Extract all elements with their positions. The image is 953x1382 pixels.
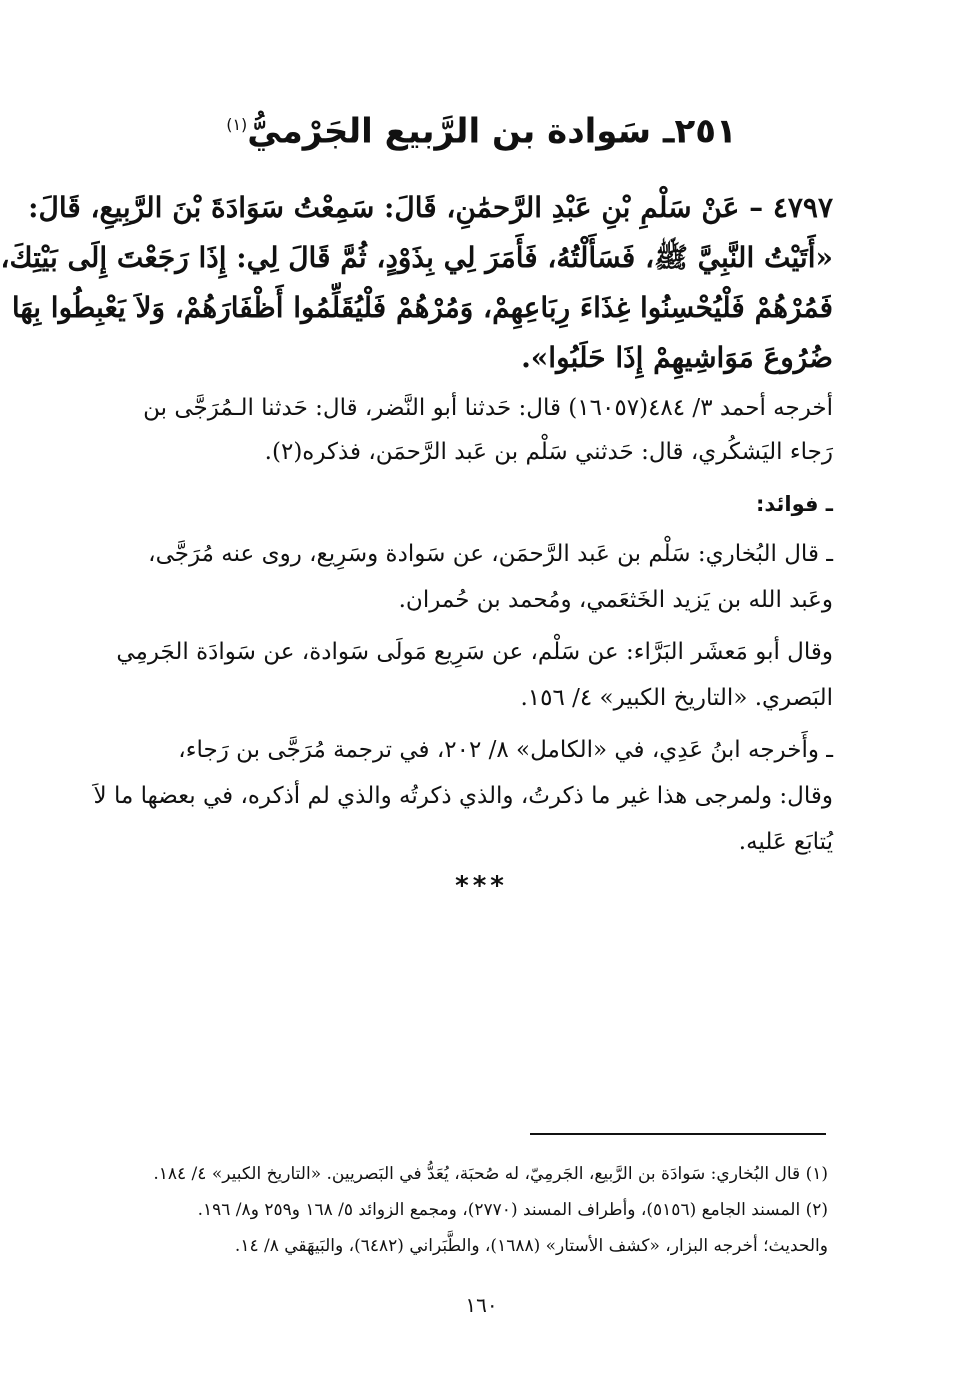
fawaid-line: البَصري. «التاريخ الكبير» ٤/ ١٥٦. xyxy=(520,685,833,711)
fawaid-line: يُتابَع عَليه. xyxy=(738,829,833,855)
footnote-line: (١) قال البُخاري: سَوادَة بن الرَّبيع، الجَرمِيّ، له صُحبَة، يُعَدُّ في البَصريين. «التاريخ الكبير» ٤/ ١٨٤. xyxy=(153,1164,828,1184)
fawaid-line: ـ وأَخرجه ابنُ عَدِي، في «الكامل» ٨/ ٢٠٢، في ترجمة مُرَجَّى بن رَجاء، xyxy=(178,737,833,763)
page-number: ١٦٠ xyxy=(465,1293,498,1317)
takhrij-line: رَجاء اليَشكُري، قال: حَدثني سَلْم بن عَبد الرَّحمَن، فذكره(٢). xyxy=(264,439,833,465)
fawaid-line: وقال أبو مَعشَر البَرَّاء: عن سَلْم، عن سَرِيع مَولَى سَوادة، عن سَوادَة الجَرمِي xyxy=(116,639,833,665)
footnote-line: والحديث؛ أخرجه البزار، «كشف الأستار» (١٦٨٨)، والطَّبَراني (٦٤٨٢)، والبَيهَقي ٨/ ١٤. xyxy=(234,1236,828,1256)
fawaid-line: وعَبد الله بن يَزيد الخَثعَمي، ومُحمد بن حُمران. xyxy=(398,587,833,613)
hadith-line: ضُرُوعَ مَوَاشِيهِمْ إِذَا حَلَبُوا». xyxy=(521,341,833,374)
fawaid-line: وقال: ولمرجى هذا غير ما ذكرتُ، والذي ذكرتُه والذي لم أذكره، في بعضها ما لاَ xyxy=(93,783,833,809)
hadith-line: «أَتَيْتُ النَّبِيَّ ﷺ، فَسَأَلْتُهُ، فَأَمَرَ لِي بِذَوْدٍ، ثُمَّ قَالَ لِي: إِذَا رَجَعْتَ إِلَى بَيْتِكَ، xyxy=(0,241,833,274)
takhrij-line: أخرجه أحمد ٣/ ٤٨٤(١٦٠٥٧) قال: حَدثنا أبو النَّضر، قال: حَدثنا الـمُرَجَّى بن xyxy=(143,395,833,421)
footnote-ref-1: (١) xyxy=(226,115,248,134)
chapter-heading xyxy=(10,100,953,156)
footnote-line: (٢) المسند الجامع (٥١٥٦)، وأطراف المسند (٢٧٧٠)، ومجمع الزوائد ٥/ ١٦٨ و٢٥٩ و٨/ ١٩٦. xyxy=(197,1200,828,1220)
hadith-line: ٤٧٩٧ – عَنْ سَلْمِ بْنِ عَبْدِ الرَّحمَٰنِ، قَالَ: سَمِعْتُ سَوَادَةَ بْنَ الرَّبِيعِ، قَالَ: xyxy=(28,191,833,224)
fawaid-line: ـ قال البُخاري: سَلْم بن عَبد الرَّحمَن، عن سَوادة وسَرِيع، روى عنه مُرَجَّى، xyxy=(148,541,833,567)
hadith-line: فَمُرْهُمْ فَلْيُحْسِنُوا غِذَاءَ رِبَاعِهِمْ، وَمُرْهُمْ فَلْيُقَلِّمُوا أَظْفَارَهُمْ، وَلاَ يَعْبِطُوا بِهَا xyxy=(11,291,833,324)
footnote-divider xyxy=(530,1133,826,1135)
section-separator: *** xyxy=(455,871,508,901)
chapter-title: ٢٥١ـ سَوادة بن الرَّبيع الجَرْميُّ xyxy=(247,111,737,152)
fawaid-heading: ـ فوائد: xyxy=(755,492,833,516)
